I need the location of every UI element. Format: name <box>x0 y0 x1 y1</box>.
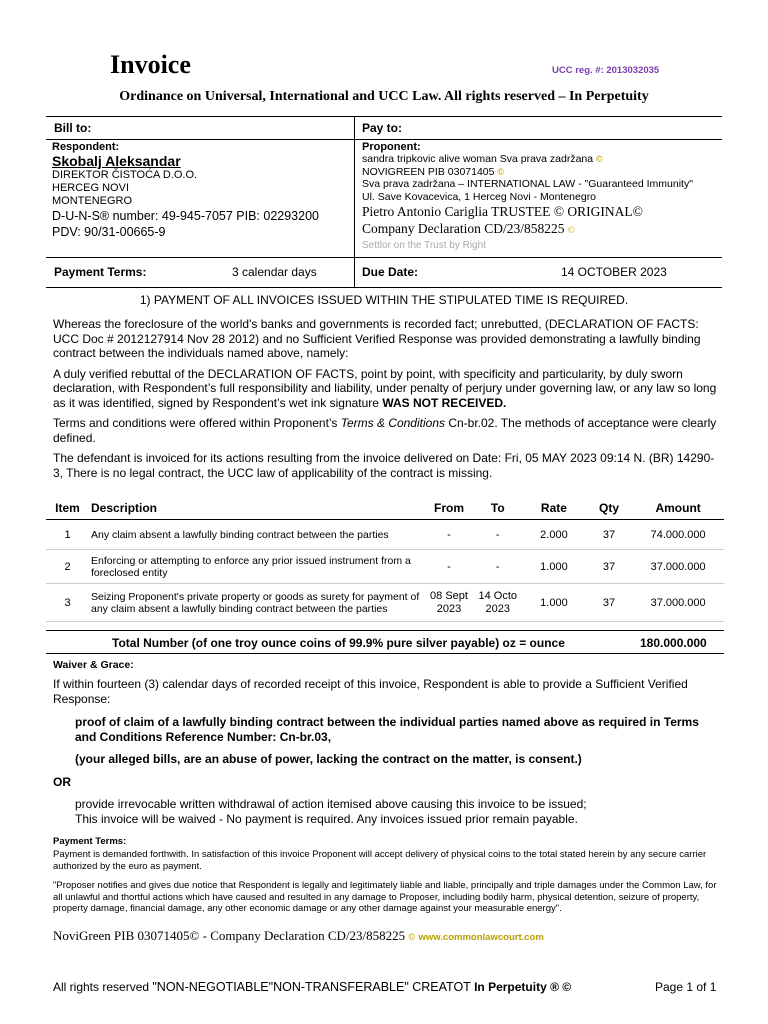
page-number: Page 1 of 1 <box>655 980 717 994</box>
footer-rights <box>53 980 571 994</box>
due-date-label: Due Date: <box>362 265 419 279</box>
cell-from: - <box>425 550 474 584</box>
waiver-withdrawal: provide irrevocable written withdrawal of action itemised above causing this invoice to be issued; <box>75 797 587 811</box>
cell-amount: 37.000.000 <box>632 584 724 622</box>
settlor-line: Settlor on the Trust by Right <box>362 240 486 251</box>
cell-from: - <box>425 520 474 550</box>
due-date-value: 14 OCTOBER 2023 <box>561 265 667 279</box>
total-value: 180.000.000 <box>640 636 707 650</box>
total-top-rule <box>46 630 724 631</box>
table-row <box>46 584 724 622</box>
cell-qty: 37 <box>586 550 632 584</box>
pay-to-block <box>362 141 722 252</box>
subtitle <box>0 89 768 105</box>
respondent-label: Respondent: <box>52 141 120 153</box>
items-table <box>46 497 724 622</box>
waiver-intro: If within fourteen (3) calendar days of recorded receipt of this invoice, Respondent is able to provide a Sufficient Verified Response: <box>53 677 688 706</box>
rights-perpetuity: In Perpetuity ® © <box>474 980 572 994</box>
pay-to-label: Pay to: <box>362 121 403 135</box>
copyright-icon: © <box>567 225 575 235</box>
cell-description: Seizing Proponent's private property or goods as surety for payment of any claim absent a lawfully binding contract between the parties <box>89 584 425 622</box>
table-header-row <box>46 497 724 520</box>
cell-description: Enforcing or attempting to enforce any prior issued instrument from a foreclosed entity <box>89 550 425 584</box>
bill-to-label: Bill to: <box>54 121 92 135</box>
copyright-icon: © <box>497 166 505 177</box>
bill-to-block <box>52 141 352 240</box>
defendant-paragraph: The defendant is invoiced for its actions resulting from the invoice delivered on Date: Fri, 05 MAY 2023 09:14 N. (BR) 14290-3, There is no legal contract, the UCC law of applicability of the contract is missing. <box>53 451 715 480</box>
company-declaration-text: Company Declaration CD/23/858225 <box>362 221 565 236</box>
proponent-line-text: sandra tripkovic alive woman Sva prava zadržana <box>362 153 594 165</box>
payment-terms-heading: Payment Terms: <box>53 836 127 847</box>
total-bottom-rule <box>46 653 724 654</box>
respondent-line: DIREKTOR ČISTOĆA D.O.O. <box>52 169 198 181</box>
waiver-or: OR <box>53 775 71 789</box>
duns-number: D-U-N-S® number: 49-945-7057 PIB: 02293200 <box>52 209 319 223</box>
cell-to: 14 Octo 2023 <box>473 584 522 622</box>
cell-amount: 74.000.000 <box>632 520 724 550</box>
proponent-line: Ul. Save Kovacevica, 1 Herceg Novi - Montenegro <box>362 190 597 203</box>
proponent-line-text: NOVIGREEN PIB 03071405 <box>362 165 495 178</box>
respondent-line: HERCEG NOVI <box>52 182 130 194</box>
col-to: To <box>473 497 522 520</box>
waiver-alleged: (your alleged bills, are an abuse of power, lacking the contract on the matter, is consent.) <box>75 752 582 766</box>
rebuttal-text: A duly verified rebuttal of the DECLARATION OF FACTS, point by point, with specificity and particularity, by duly sworn declaration, with Respondent’s full responsibility and liability, under penalty of perjury under governing law, or any law so long as it was identified, signed by Respondent’s wet ink signature <box>53 366 717 410</box>
terms-text: Terms and conditions were offered within Proponent’s <box>53 416 341 430</box>
col-amount: Amount <box>632 497 724 520</box>
col-rate: Rate <box>522 497 586 520</box>
rights-negotiable: "NON-NEGOTIABLE"NON-TRANSFERABLE" CREATOT <box>152 980 475 994</box>
cell-from: 08 Sept 2023 <box>425 584 474 622</box>
cell-rate: 1.000 <box>522 550 586 584</box>
waiver-waived: This invoice will be waived - No payment is required. Any invoices issued prior remain payable. <box>75 812 578 826</box>
website-link[interactable]: www.commonlawcourt.com <box>418 932 544 943</box>
cell-amount: 37.000.000 <box>632 550 724 584</box>
cell-item: 3 <box>46 584 89 622</box>
subtitle-tail: In Perpetuity <box>568 89 649 104</box>
copyright-icon: © <box>596 154 603 164</box>
table-row <box>46 550 724 584</box>
proponent-line <box>362 153 722 166</box>
cell-description: Any claim absent a lawfully binding contract between the parties <box>89 520 425 550</box>
cell-qty: 37 <box>586 520 632 550</box>
proponent-line <box>362 166 722 179</box>
box-top-rule <box>46 116 722 117</box>
invoice-title: Invoice <box>110 50 191 79</box>
rebuttal-paragraph <box>53 367 721 411</box>
rights-text: All rights reserved <box>53 980 153 994</box>
footer-company <box>53 928 544 944</box>
waiver-proof: proof of claim of a lawfully binding contract between the individual parties named above as required in Terms and Conditions Reference Number: Cn-br.03, <box>75 715 699 744</box>
pdv-number: PDV: 90/31-00665-9 <box>52 225 166 239</box>
terms-paragraph <box>53 416 721 445</box>
payment-terms-label: Payment Terms: <box>54 265 147 279</box>
payment-notice: 1) PAYMENT OF ALL INVOICES ISSUED WITHIN THE STIPULATED TIME IS REQUIRED. <box>139 293 629 307</box>
cell-item: 2 <box>46 550 89 584</box>
col-qty: Qty <box>586 497 632 520</box>
cell-to: - <box>473 550 522 584</box>
payment-terms-value: 3 calendar days <box>232 265 317 279</box>
col-item: Item <box>46 497 89 520</box>
col-description: Description <box>89 497 425 520</box>
company-declaration <box>362 220 722 239</box>
cell-item: 1 <box>46 520 89 550</box>
payment-terms-text: Payment is demanded forthwith. In satisfaction of this invoice Proponent will accept delivery of physical coins to the total stated herein by any secure carrier authorized by the euro as payment. <box>53 849 707 872</box>
total-label: Total Number (of one troy ounce coins of 99.9% pure silver payable) oz = ounce <box>112 636 565 650</box>
cell-qty: 37 <box>586 584 632 622</box>
respondent-line: MONTENEGRO <box>52 195 133 207</box>
terms-italic: Terms & Conditions <box>340 416 445 430</box>
box-header-rule <box>46 139 722 140</box>
col-from: From <box>425 497 474 520</box>
box-bottom-rule <box>46 287 722 288</box>
cell-rate: 2.000 <box>522 520 586 550</box>
cell-rate: 1.000 <box>522 584 586 622</box>
respondent-name: Skobalj Aleksandar <box>52 153 181 169</box>
subtitle-main: Ordinance on Universal, International and UCC Law. All rights reserved – <box>119 89 569 104</box>
box-mid-rule <box>46 257 722 258</box>
trustee-line: Pietro Antonio Cariglia TRUSTEE © ORIGINAL© <box>362 204 643 219</box>
footer-company-text: NoviGreen PIB 03071405© - Company Declaration CD/23/858225 <box>53 928 406 943</box>
common-law-notice: "Proposer notifies and gives due notice that Respondent is legally and legitimately liable and liable, principally and triple damages under the Common Law, for all unlawful and thortful actions which have caused and resulted in any damage to Proposer, including bodily harm, physical detention, seizure of property, property damage, financial damage, any other economic damage or any other damage against your measurable energy". <box>53 880 717 914</box>
copyright-icon: © <box>408 932 416 942</box>
foreclosure-paragraph: Whereas the foreclosure of the world's banks and governments is recorded fact; unrebutted, (DECLARATION OF FACTS: UCC Doc # 2012127914 Nov 28 2012) and no Sufficient Verified Response was provided demonstrating a lawfully binding contract between the individuals named above, namely: <box>53 317 701 360</box>
box-divider <box>354 116 355 287</box>
body-text <box>53 317 721 480</box>
table-row <box>46 520 724 550</box>
proponent-label: Proponent: <box>362 141 421 153</box>
rebuttal-bold: WAS NOT RECEIVED. <box>382 395 507 410</box>
terms-text: Cn-br.02. The methods of acceptance were clearly defined. <box>53 416 717 445</box>
proponent-line: Sva prava zadržana – INTERNATIONAL LAW - "Guaranteed Immunity" <box>362 178 693 190</box>
cell-to: - <box>473 520 522 550</box>
ucc-reg-number: UCC reg. #: 2013032035 <box>552 65 660 76</box>
waiver-heading: Waiver & Grace: <box>53 659 134 671</box>
